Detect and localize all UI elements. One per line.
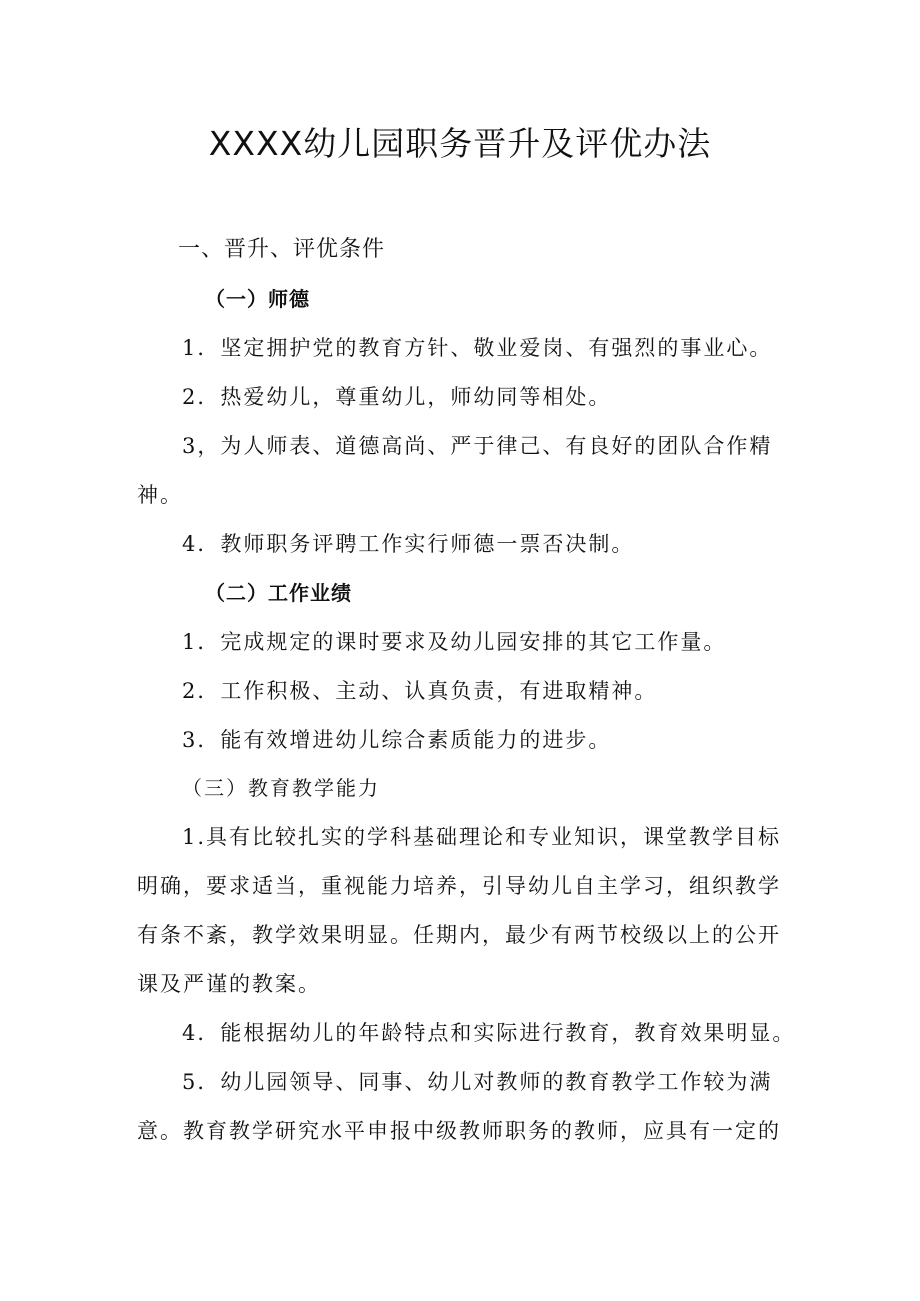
paragraph-teaching-5-line1: 5．幼儿园领导、同事、幼儿对教师的教育教学工作较为满: [182, 1070, 773, 1094]
paragraph-ethics-3-line1: 3，为人师表、道德高尚、严于律己、有良好的团队合作精: [182, 434, 773, 458]
paragraph-teaching-1-line1: 1.具有比较扎实的学科基础理论和专业知识，课堂教学目标: [182, 825, 782, 849]
section-heading-1: 一、晋升、评优条件: [178, 237, 386, 262]
paragraph-ethics-1: 1．坚定拥护党的教育方针、敬业爱岗、有强烈的事业心。: [182, 336, 773, 360]
paragraph-performance-3: 3．能有效增进幼儿综合素质能力的进步。: [182, 728, 612, 752]
paragraph-performance-1: 1．完成规定的课时要求及幼儿园安排的其它工作量。: [182, 630, 727, 654]
paragraph-ethics-3-line2: 神。: [137, 483, 183, 507]
paragraph-teaching-4: 4．能根据幼儿的年龄特点和实际进行教育，教育效果明显。: [182, 1021, 796, 1045]
subsection-heading-ethics: （一）师德: [205, 287, 310, 311]
subsection-heading-teaching: （三）教育教学能力: [182, 776, 380, 800]
paragraph-teaching-5-line2: 意。教育教学研究水平申报中级教师职务的教师，应具有一定的: [137, 1119, 781, 1143]
paragraph-ethics-4: 4．教师职务评聘工作实行师德一票否决制。: [182, 532, 635, 556]
paragraph-teaching-1-line2: 明确，要求适当，重视能力培养，引导幼儿自主学习，组织教学: [137, 874, 781, 898]
paragraph-teaching-1-line4: 课及严谨的教案。: [137, 972, 321, 996]
paragraph-ethics-2: 2．热爱幼儿，尊重幼儿，师幼同等相处。: [182, 385, 612, 409]
subsection-heading-performance: （二）工作业绩: [205, 581, 352, 605]
paragraph-performance-2: 2．工作积极、主动、认真负责，有进取精神。: [182, 679, 658, 703]
paragraph-teaching-1-line3: 有条不紊，教学效果明显。任期内，最少有两节校级以上的公开: [137, 923, 781, 947]
document-title: XXXX幼儿园职务晋升及评优办法: [208, 124, 712, 163]
